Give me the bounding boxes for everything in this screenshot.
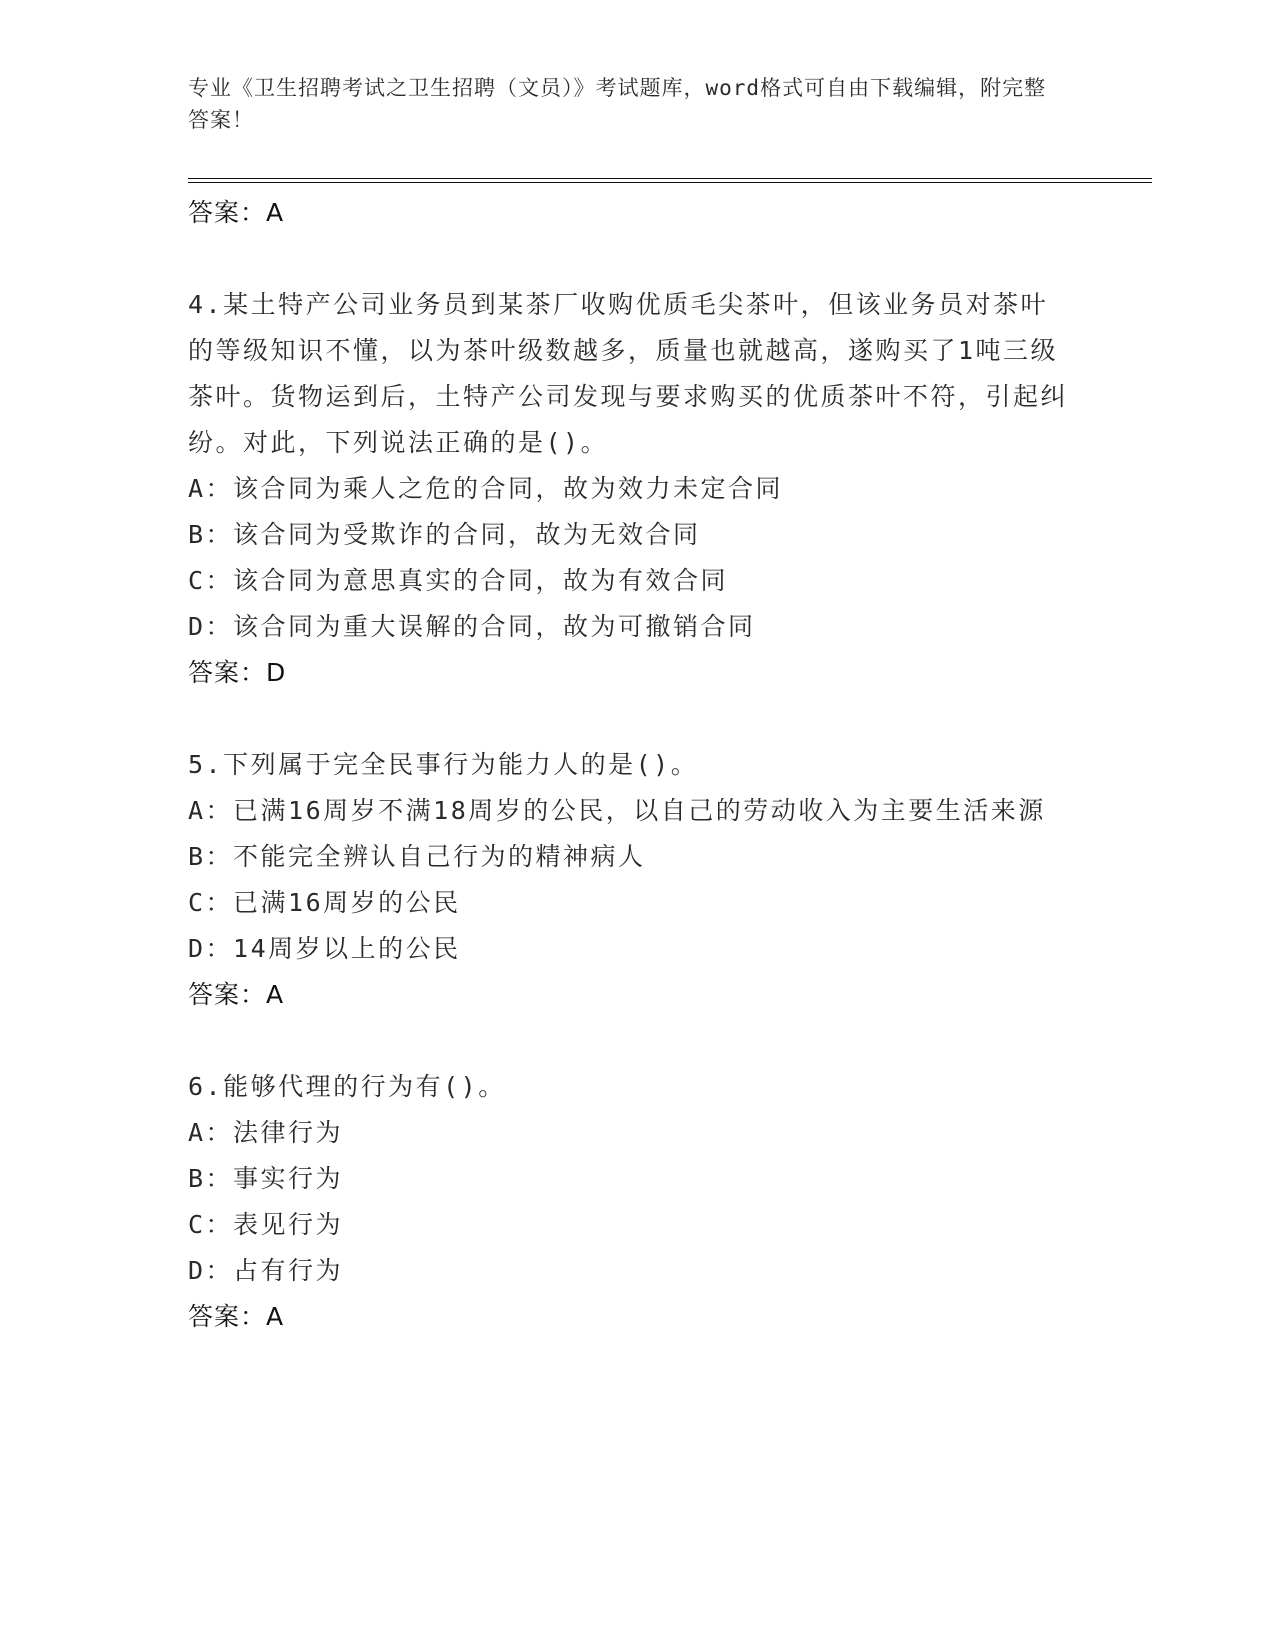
option-b: B：不能完全辨认自己行为的精神病人 <box>188 842 646 871</box>
option-a: A：法律行为 <box>188 1118 344 1147</box>
question-stem: 4.某土特产公司业务员到某茶厂收购优质毛尖茶叶，但该业务员对茶叶的等级知识不懂，以为茶叶级数越多，质量也就越高，遂购买了1吨三级茶叶。货物运到后，土特产公司发现与要求购买的优质茶叶不符，引起纠纷。对此，下列说法正确的是()。 <box>188 290 1069 457</box>
option-a: A：已满16周岁不满18周岁的公民，以自己的劳动收入为主要生活来源 <box>188 796 1046 825</box>
document-header: 专业《卫生招聘考试之卫生招聘（文员）》考试题库，word格式可自由下载编辑，附完整答案！ <box>188 76 1047 132</box>
document-body <box>188 190 1088 1340</box>
option-d: D：占有行为 <box>188 1256 344 1285</box>
option-c: C：该合同为意思真实的合同，故为有效合同 <box>188 566 729 595</box>
question-block <box>188 1064 1088 1340</box>
answer-line: 答案：A <box>188 198 285 227</box>
option-b: B：该合同为受欺诈的合同，故为无效合同 <box>188 520 701 549</box>
option-c: C：表见行为 <box>188 1210 344 1239</box>
header-divider-bottom <box>188 182 1152 183</box>
question-stem: 6.能够代理的行为有()。 <box>188 1072 506 1101</box>
option-a: A：该合同为乘人之危的合同，故为效力未定合同 <box>188 474 784 503</box>
question-stem: 5.下列属于完全民事行为能力人的是()。 <box>188 750 699 779</box>
header-divider-top <box>188 178 1152 179</box>
option-d: D：该合同为重大误解的合同，故为可撤销合同 <box>188 612 756 641</box>
question-block <box>188 282 1088 696</box>
question-block <box>188 742 1088 1018</box>
answer-line: 答案：A <box>188 980 285 1009</box>
option-c: C：已满16周岁的公民 <box>188 888 461 917</box>
answer-line: 答案：A <box>188 1302 285 1331</box>
option-d: D：14周岁以上的公民 <box>188 934 461 963</box>
answer-line: 答案：D <box>188 658 287 687</box>
option-b: B：事实行为 <box>188 1164 344 1193</box>
